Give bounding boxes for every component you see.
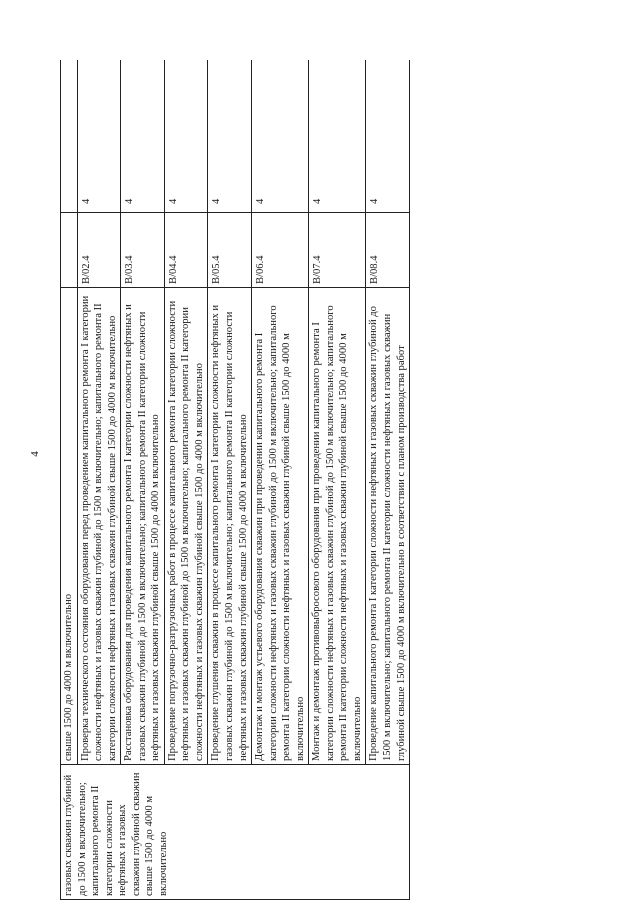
function-name-cell: Проведение капитального ремонта I категории сложности нефтяных и газовых скважин глубиной до 1500 м включительно; капитального ремонта II категории сложности нефтяных и газовых скважин глубиной свыше 1500 до 4000 м включительно в соответствии с планом производства работ <box>366 288 410 765</box>
qualification-level-cell: 4 <box>366 60 410 213</box>
qualification-level-cell <box>61 60 78 213</box>
function-code-cell <box>61 213 78 288</box>
qualification-level-cell: 4 <box>252 60 309 213</box>
page-number: 4 <box>28 451 41 457</box>
generalized-function-cell: газовых скважин глубиной до 1500 м включительно; капитального ремонта II категории сложности нефтяных и газовых скважин глубиной скважин свыше 1500 до 4000 м включительно <box>61 765 410 900</box>
qualification-level-cell: 4 <box>121 60 165 213</box>
qualification-level-cell: 4 <box>77 60 121 213</box>
function-name-cell: Демонтаж и монтаж устьевого оборудования скважин при проведении капитального ремонта I категории сложности нефтяных и газовых скважин глубиной до 1500 м включительно; капитального ремонта II категории сложности нефтяных и газовых скважин глубиной свыше 1500 до 4000 м включительно <box>252 288 309 765</box>
function-name-cell: Проверка технического состояния оборудования перед проведением капитального ремонта I категории сложности нефтяных и газовых скважин глубиной до 1500 м включительно; капитального ремонта II категории сложности нефтяных и газовых скважин глубиной свыше 1500 до 4000 м включительно <box>77 288 121 765</box>
function-code-cell: B/06.4 <box>252 213 309 288</box>
function-code-cell: B/07.4 <box>309 213 366 288</box>
function-name-cell: Монтаж и демонтаж противовыбросового оборудования при проведении капитального ремонта I категории сложности нефтяных и газовых скважин глубиной до 1500 м включительно; капитального ремонта II категории сложности нефтяных и газовых скважин глубиной свыше 1500 до 4000 м включительно <box>309 288 366 765</box>
function-name-cell: свыше 1500 до 4000 м включительно <box>61 288 78 765</box>
function-code-cell: B/04.4 <box>164 213 208 288</box>
function-name-cell: Расстановка оборудования для проведения капитального ремонта I категории сложности нефтяных и газовых скважин глубиной до 1500 м включительно; капитального ремонта II категории сложности нефтяных и газовых скважин глубиной свыше 1500 до 4000 м включительно <box>121 288 165 765</box>
functions-table <box>60 60 410 900</box>
qualification-level-cell: 4 <box>164 60 208 213</box>
function-name-cell: Проведение глушения скважин в процессе капитального ремонта I категории сложности нефтяных и газовых скважин глубиной до 1500 м включительно; капитального ремонта II категории сложности нефтяных и газовых скважин глубиной свыше 1500 до 4000 м включительно <box>208 288 252 765</box>
table-row <box>61 60 78 900</box>
qualification-level-cell: 4 <box>208 60 252 213</box>
function-code-cell: B/03.4 <box>121 213 165 288</box>
rotated-sheet <box>60 60 640 900</box>
qualification-level-cell: 4 <box>309 60 366 213</box>
function-code-cell: B/02.4 <box>77 213 121 288</box>
function-code-cell: B/05.4 <box>208 213 252 288</box>
rotated-table-frame <box>60 60 640 900</box>
function-name-cell: Проведение погрузочно-разгрузочных работ в процессе капитального ремонта I категории сложности нефтяных и газовых скважин глубиной до 1500 м включительно; капитального ремонта II категории сложности нефтяных и газовых скважин глубиной свыше 1500 до 4000 м включительно <box>164 288 208 765</box>
function-code-cell: B/08.4 <box>366 213 410 288</box>
